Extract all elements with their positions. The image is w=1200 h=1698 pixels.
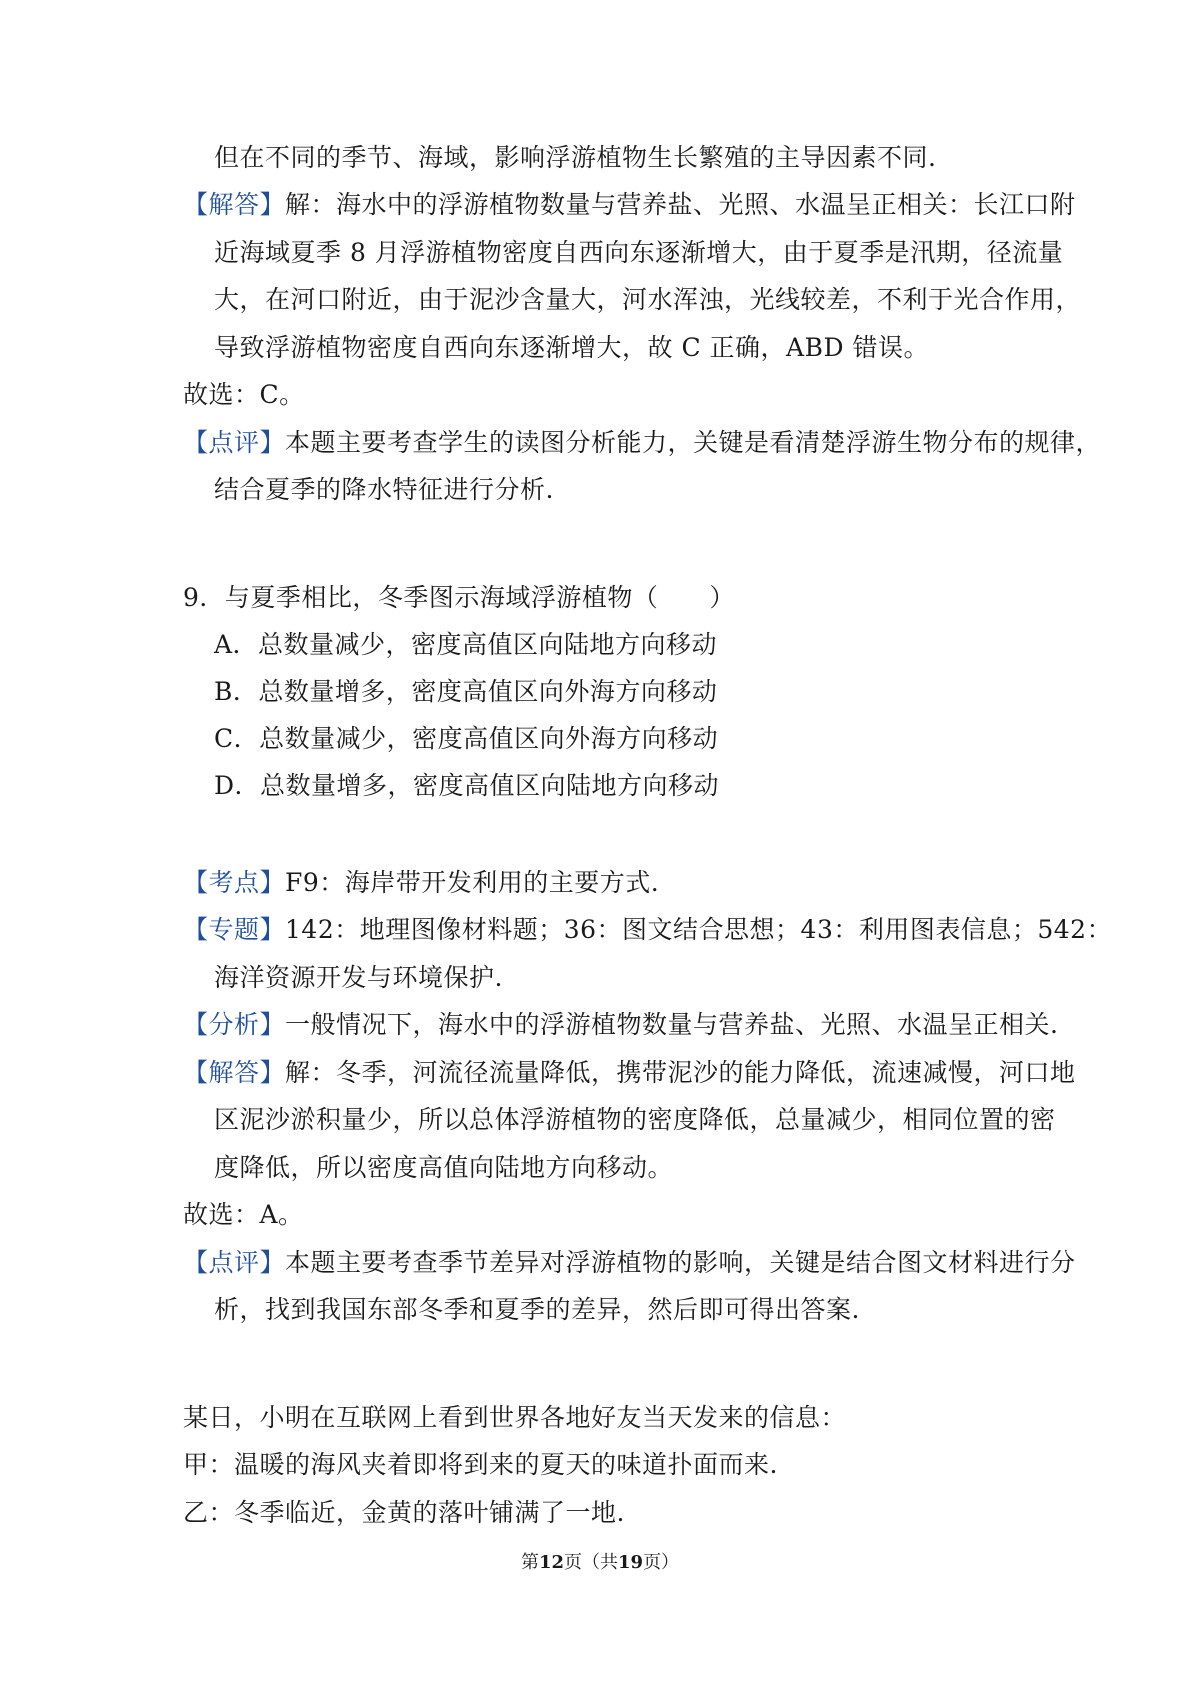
prev-answer-line-4: 导致浮游植物密度自西向东逐渐增大，故 C 正确，ABD 错误。 bbox=[214, 333, 929, 362]
analysis-tag: 【分析】 bbox=[183, 1010, 286, 1039]
topic-tag: 【专题】 bbox=[183, 915, 286, 944]
option-d: D．总数量增多，密度高值区向陆地方向移动 bbox=[214, 771, 720, 800]
analysis-line: 【分析】一般情况下，海水中的浮游植物数量与营养盐、光照、水温呈正相关. bbox=[183, 1010, 1059, 1039]
topic-line-2: 海洋资源开发与环境保护. bbox=[214, 963, 503, 992]
page-footer: 第12页（共19页） bbox=[520, 1552, 680, 1573]
topic-line-1: 【专题】142：地理图像材料题；36：图文结合思想；43：利用图表信息；542： bbox=[183, 915, 1113, 944]
option-b: B．总数量增多，密度高值区向外海方向移动 bbox=[214, 677, 718, 706]
answer-line-2: 区泥沙淤积量少，所以总体浮游植物的密度降低，总量减少，相同位置的密 bbox=[214, 1105, 1056, 1134]
question-9-stem: 9．与夏季相比，冬季图示海域浮游植物（ ） bbox=[183, 583, 735, 612]
answer-line-3: 度降低，所以密度高值向陆地方向移动。 bbox=[214, 1153, 674, 1182]
option-a: A．总数量减少，密度高值区向陆地方向移动 bbox=[214, 630, 718, 659]
comment-line-1: 【点评】本题主要考查季节差异对浮游植物的影响，关键是结合图文材料进行分 bbox=[183, 1248, 1076, 1277]
prev-answer-line-3: 大，在河口附近，由于泥沙含量大，河水浑浊，光线较差，不利于光合作用， bbox=[214, 285, 1082, 314]
point-tag: 【考点】 bbox=[183, 868, 286, 897]
prev-comment-line-2: 结合夏季的降水特征进行分析. bbox=[214, 475, 554, 504]
prev-answer-line-2: 近海域夏季 8 月浮游植物密度自西向东逐渐增大，由于夏季是汛期，径流量 bbox=[214, 238, 1064, 267]
comment-tag: 【点评】 bbox=[183, 428, 286, 457]
answer-tag: 【解答】 bbox=[183, 190, 286, 219]
choice-line: 故选：A。 bbox=[183, 1200, 304, 1229]
answer-line-1: 【解答】解：冬季，河流径流量降低，携带泥沙的能力降低，流速减慢，河口地 bbox=[183, 1058, 1076, 1087]
prev-answer-line-1: 【解答】解：海水中的浮游植物数量与营养盐、光照、水温呈正相关：长江口附 bbox=[183, 190, 1076, 219]
total-pages: 19 bbox=[618, 1552, 644, 1573]
material-yi: 乙：冬季临近，金黄的落叶铺满了一地. bbox=[183, 1498, 625, 1527]
comment-line-2: 析，找到我国东部冬季和夏季的差异，然后即可得出答案. bbox=[214, 1295, 860, 1324]
point-line: 【考点】F9：海岸带开发利用的主要方式. bbox=[183, 868, 660, 897]
material-jia: 甲：温暖的海风夹着即将到来的夏天的味道扑面而来. bbox=[183, 1450, 778, 1479]
comment-tag: 【点评】 bbox=[183, 1248, 286, 1277]
answer-tag: 【解答】 bbox=[183, 1058, 286, 1087]
material-intro: 某日，小明在互联网上看到世界各地好友当天发来的信息： bbox=[183, 1403, 847, 1432]
page-number: 12 bbox=[538, 1552, 564, 1573]
option-c: C．总数量减少，密度高值区向外海方向移动 bbox=[214, 724, 719, 753]
prev-comment-line-1: 【点评】本题主要考查学生的读图分析能力，关键是看清楚浮游生物分布的规律， bbox=[183, 428, 1102, 457]
analysis-tail: 但在不同的季节、海域，影响浮游植物生长繁殖的主导因素不同. bbox=[214, 143, 937, 172]
prev-choice: 故选：C。 bbox=[183, 380, 305, 409]
